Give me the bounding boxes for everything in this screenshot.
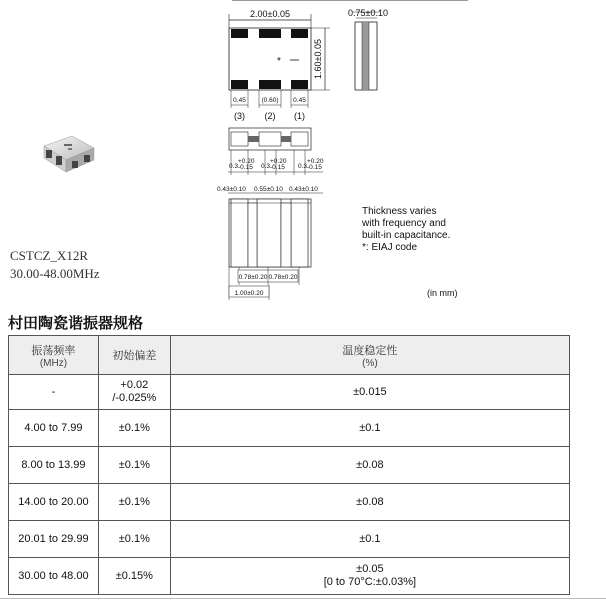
pad-width-label-2: (0.60) — [261, 97, 279, 104]
table-row — [9, 484, 570, 521]
note-line-1: Thickness varies — [362, 206, 437, 217]
note-line-3: built-in capacitance. — [362, 230, 451, 241]
product-frequency-range: 30.00-48.00MHz — [10, 266, 100, 281]
land-label-1: 0.43±0.10 — [217, 186, 246, 193]
cell-stability: ±0.08 — [170, 484, 569, 521]
cell-frequency: 14.00 to 20.00 — [9, 484, 99, 521]
cell-frequency: 8.00 to 13.99 — [9, 447, 99, 484]
pad-bottom-mid — [259, 80, 281, 89]
cell-frequency: 30.00 to 48.00 — [9, 558, 99, 595]
gap-tol-upper-2: +0.20 — [270, 158, 287, 165]
pad-top-mid — [259, 29, 281, 38]
table-row — [9, 410, 570, 447]
cell-stability: ±0.08 — [170, 447, 569, 484]
side-thickness-label: 0.75±0.10 — [348, 8, 388, 18]
cell-deviation-line-1: +0.02 — [120, 379, 149, 391]
note-line-4: *: EIAJ code — [362, 242, 418, 253]
land-label-2: 0.55±0.10 — [254, 186, 283, 193]
cell-stability: ±0.015 — [170, 375, 569, 410]
table-row — [9, 375, 570, 410]
cell-frequency: - — [9, 375, 99, 410]
cell-deviation: ±0.15% — [98, 558, 170, 595]
pin-label-1: (1) — [294, 111, 305, 121]
cell-stability-line-2: [0 to 70°C:±0.03%] — [323, 576, 417, 588]
gap-label-2: 0.3 — [261, 163, 271, 170]
cell-deviation: ±0.1% — [98, 447, 170, 484]
pad-top-left — [231, 29, 248, 38]
cell-deviation: ±0.1% — [98, 521, 170, 558]
note-line-2: with frequency and — [362, 218, 446, 229]
header-initial-deviation — [98, 336, 170, 375]
cell-stability-line-1: ±0.05 — [356, 563, 384, 575]
gap-tol-upper-1: +0.20 — [238, 158, 255, 165]
table-row — [9, 558, 570, 595]
terminal-view — [228, 128, 324, 175]
pitch-label-2: 0.78±0.20 — [268, 274, 298, 281]
cell-stability: ±0.1 — [170, 410, 569, 447]
unit-note: (in mm) — [427, 288, 458, 298]
cell-deviation: ±0.1% — [98, 484, 170, 521]
header-stability-label: 温度稳定性 — [342, 344, 398, 357]
table-row — [9, 521, 570, 558]
gap-tol-lower-2: -0.15 — [270, 164, 285, 171]
spec-table — [8, 335, 570, 595]
cell-frequency: 4.00 to 7.99 — [9, 410, 99, 447]
thickness-note — [362, 206, 450, 254]
header-frequency-label: 振荡频率 — [31, 344, 76, 357]
height-label: 1.60±0.05 — [313, 39, 323, 79]
cell-deviation: ±0.1% — [98, 410, 170, 447]
gap-label-3: 0.3 — [298, 163, 308, 170]
cell-deviation — [98, 375, 170, 410]
cell-stability — [170, 558, 569, 595]
gap-tol-upper-3: +0.20 — [307, 158, 324, 165]
header-frequency-unit: (MHz) — [39, 357, 68, 369]
header-frequency — [9, 336, 99, 375]
pad-width-label-1: 0.45 — [233, 97, 246, 104]
header-deviation-label: 初始偏差 — [112, 350, 157, 362]
pad-top-right — [291, 29, 308, 38]
pin-label-3: (3) — [234, 111, 245, 121]
gap-tol-lower-1: -0.15 — [238, 164, 253, 171]
table-header-row — [9, 336, 570, 375]
header-stability-unit: (%) — [362, 357, 378, 369]
pad-bottom-left — [231, 80, 248, 89]
header-temperature-stability — [170, 336, 569, 375]
side-view — [348, 8, 388, 90]
product-model: CSTCZ_X12R — [10, 248, 89, 263]
top-view — [229, 9, 330, 121]
top-width-label: 2.00±0.05 — [250, 9, 290, 19]
pad-bottom-right — [291, 80, 308, 89]
bottom-rule — [0, 598, 606, 599]
cell-stability: ±0.1 — [170, 521, 569, 558]
land-pattern-view — [217, 186, 323, 300]
gap-label-1: 0.3 — [229, 163, 239, 170]
table-row — [9, 447, 570, 484]
land-label-3: 0.43±0.10 — [289, 186, 318, 193]
cell-frequency: 20.01 to 29.99 — [9, 521, 99, 558]
section-title: 村田陶瓷谐振器规格 — [8, 316, 144, 332]
pitch-label-1: 0.78±0.20 — [238, 274, 268, 281]
overall-pitch-label: 1.00±0.20 — [234, 290, 264, 297]
eiaj-mark: * — [277, 56, 281, 67]
gap-tol-lower-3: -0.15 — [307, 164, 322, 171]
pin-label-2: (2) — [264, 111, 276, 121]
cell-deviation-line-2: /-0.025% — [112, 392, 157, 404]
resonator-photo — [38, 132, 98, 176]
pad-width-label-3: 0.45 — [293, 97, 306, 104]
